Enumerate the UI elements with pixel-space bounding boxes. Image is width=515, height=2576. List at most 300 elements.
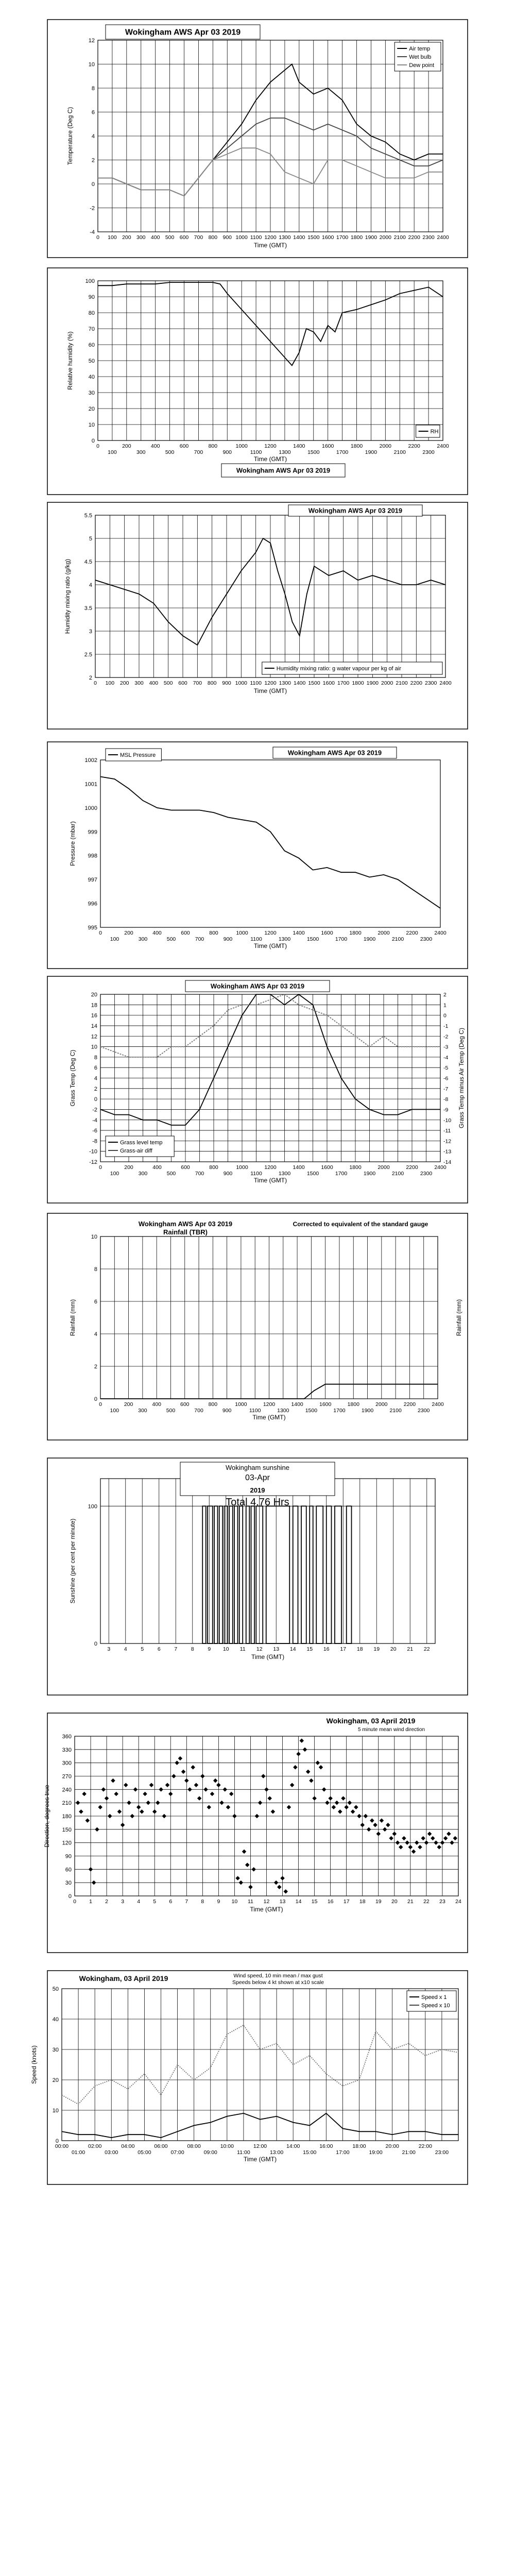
x-tick-label: 1800 [350,234,363,241]
y-tick-label: 8 [94,1054,97,1061]
y2-tick-label: -3 [443,1044,449,1050]
x-axis-label: Time (GMT) [253,687,287,694]
wind-speed-chart [30,1971,468,2184]
y-tick-label: -10 [89,1148,97,1155]
x-tick-label: 1400 [293,930,305,936]
y-tick-label: 30 [65,1880,72,1887]
y-tick-label: 10 [88,422,95,428]
x-tick-label: 18:00 [352,2143,366,2149]
x-tick-label: 09:00 [203,2149,217,2156]
x-tick-label: 1100 [249,1408,261,1414]
x-tick-label: 00:00 [55,2143,69,2149]
y-tick-label: 50 [88,358,95,364]
x-tick-label: 600 [179,234,189,241]
legend-entry: Dew point [409,62,435,69]
x-tick-label: 100 [110,1408,119,1414]
y-tick-label: 360 [62,1734,72,1740]
x-tick-label: 1500 [305,1408,318,1414]
x-tick-label: 400 [152,930,162,936]
x-tick-label: 12:00 [253,2143,267,2149]
x-tick-label: 1700 [337,680,350,686]
x-tick-label: 2000 [381,680,393,686]
x-tick-label: 17 [343,1899,350,1905]
y-tick-label: 0 [91,438,95,444]
y2-tick-label: 1 [443,1002,447,1009]
x-tick-label: 300 [138,1171,148,1177]
y-tick-label: 60 [88,342,95,348]
y-tick-label: 70 [88,326,95,332]
x-tick-label: 100 [108,449,117,455]
x-tick-label: 1700 [335,936,348,942]
x-tick-label: 1900 [363,936,376,942]
y-axis-label: Rainfall (mm) [69,1299,76,1336]
x-tick-label: 14 [295,1899,302,1905]
y-tick-label: 80 [88,310,95,316]
x-tick-label: 12 [256,1646,263,1652]
x-tick-label: 1900 [366,680,379,686]
x-tick-label: 900 [222,1408,232,1414]
x-tick-label: 1800 [349,1164,362,1171]
y2-tick-label: -12 [443,1138,452,1145]
x-tick-label: 1800 [352,680,364,686]
x-tick-label: 2400 [437,234,449,241]
y-tick-label: 4 [94,1075,97,1082]
x-tick-label: 400 [150,234,160,241]
x-tick-label: 14:00 [286,2143,300,2149]
x-tick-label: 600 [178,680,187,686]
x-tick-label: 1100 [250,680,262,686]
x-tick-label: 1600 [319,1401,332,1408]
x-tick-label: 0 [73,1899,76,1905]
y2-tick-label: -1 [443,1023,449,1029]
x-tick-label: 500 [166,1171,176,1177]
y-tick-label: -6 [92,1128,97,1134]
y-tick-label: 30 [88,390,95,396]
x-tick-label: 13 [279,1899,286,1905]
x-tick-label: 22:00 [418,2143,432,2149]
x-tick-label: 900 [222,234,232,241]
x-tick-label: 6 [169,1899,173,1905]
x-tick-label: 2400 [434,1164,447,1171]
chart-title: Wokingham AWS Apr 03 2019 [287,749,382,757]
x-tick-label: 2400 [432,1401,444,1408]
x-axis-label: Time (GMT) [250,1906,283,1913]
x-tick-label: 2100 [389,1408,402,1414]
x-tick-label: 500 [166,1408,176,1414]
x-tick-label: 1900 [363,1171,376,1177]
y-tick-label: -2 [92,1107,97,1113]
y2-tick-label: 2 [443,992,447,998]
y-tick-label: -8 [92,1138,97,1145]
x-tick-label: 1900 [365,449,377,455]
x-tick-label: 1000 [236,930,248,936]
y-tick-label: 4 [94,1331,97,1337]
y-tick-label: 4 [89,582,92,588]
y-axis-label: Relative humidity (%) [66,331,74,390]
x-tick-label: 300 [134,680,144,686]
x-tick-label: 18 [356,1646,363,1652]
x-tick-label: 700 [193,680,202,686]
x-tick-label: 1500 [308,680,320,686]
x-tick-label: 700 [194,1408,203,1414]
y-axis-label: Sunshine (per cent per minute) [69,1518,76,1604]
x-tick-label: 8 [191,1646,194,1652]
x-tick-label: 2200 [406,930,418,936]
x-tick-label: 900 [222,449,232,455]
x-tick-label: 1500 [307,449,320,455]
x-tick-label: 05:00 [138,2149,151,2156]
y2-tick-label: -10 [443,1117,452,1124]
x-tick-label: 16:00 [319,2143,333,2149]
y-tick-label: 8 [91,86,95,92]
x-tick-label: 5 [141,1646,144,1652]
y-tick-label: 1000 [84,805,97,811]
chart-subtitle: Rainfall (TBR) [163,1228,208,1236]
x-tick-label: 17 [340,1646,347,1652]
x-tick-label: 1100 [250,234,262,241]
x-tick-label: 2300 [420,936,433,942]
x-tick-label: 200 [124,930,133,936]
y-tick-label: 12 [88,38,95,44]
y-tick-label: 120 [62,1840,72,1846]
y-tick-label: 8 [94,1266,97,1273]
x-tick-label: 300 [136,449,146,455]
y2-tick-label: -11 [443,1128,451,1134]
y2-tick-label: -8 [443,1096,449,1103]
x-tick-label: 07:00 [170,2149,184,2156]
temperature-chart [47,20,468,258]
y-tick-label: 0 [94,1096,97,1103]
x-tick-label: 2100 [393,234,406,241]
x-tick-label: 1400 [293,443,305,449]
legend-entry: Wet bulb [409,54,432,60]
x-tick-label: 11 [239,1646,246,1652]
x-tick-label: 800 [207,680,217,686]
chart-title: Wokingham AWS Apr 03 2019 [138,1220,233,1228]
pressure-chart [47,742,468,969]
x-tick-label: 22 [423,1899,430,1905]
y-tick-label: 330 [62,1747,72,1753]
x-tick-label: 10 [222,1646,229,1652]
x-tick-label: 2000 [377,1164,390,1171]
x-tick-label: 700 [194,234,203,241]
x-tick-label: 2 [105,1899,109,1905]
x-tick-label: 20:00 [385,2143,399,2149]
legend-entry: Speed x 10 [421,2003,450,2009]
x-tick-label: 1000 [235,1401,247,1408]
pressure-chart-plot-area [100,760,440,927]
x-tick-label: 2400 [439,680,452,686]
x-tick-label: 4 [124,1646,127,1652]
y-tick-label: 6 [94,1299,97,1305]
x-tick-label: 200 [122,443,131,449]
x-tick-label: 400 [149,680,159,686]
x-tick-label: 900 [223,936,233,942]
x-tick-label: 1600 [321,930,333,936]
y-tick-label: 999 [88,829,97,836]
y-tick-label: 995 [88,925,97,931]
x-tick-label: 1700 [336,449,349,455]
x-tick-label: 9 [208,1646,211,1652]
x-tick-label: 2200 [408,234,420,241]
y2-tick-label: -5 [443,1065,449,1072]
x-tick-label: 2100 [391,1171,404,1177]
y-tick-label: 300 [62,1760,72,1767]
x-axis-label: Time (GMT) [243,2156,277,2163]
y-tick-label: 40 [88,374,95,380]
x-tick-label: 23 [439,1899,445,1905]
chart-total: Total 4.76 Hrs [226,1497,289,1508]
x-tick-label: 20 [390,1646,397,1652]
x-tick-label: 23:00 [435,2149,449,2156]
chart-title: Wokingham AWS Apr 03 2019 [210,982,305,990]
x-tick-label: 21:00 [402,2149,416,2156]
x-tick-label: 11 [248,1899,253,1905]
x-tick-label: 17:00 [336,2149,350,2156]
x-tick-label: 12 [263,1899,270,1905]
x-tick-label: 1700 [333,1408,346,1414]
x-tick-label: 800 [208,1401,218,1408]
x-tick-label: 14 [289,1646,296,1652]
x-tick-label: 100 [105,680,115,686]
x-axis-label: Time (GMT) [253,942,287,950]
x-tick-label: 1900 [361,1408,374,1414]
y2-tick-label: -2 [443,1033,449,1040]
y-tick-label: -2 [90,205,95,212]
x-tick-label: 1000 [235,234,248,241]
chart-subtitle: 5 minute mean wind direction [357,1727,425,1733]
y-tick-label: 2 [91,157,95,164]
x-tick-label: 300 [136,234,146,241]
x-tick-label: 2300 [418,1408,430,1414]
legend-entry: Grass-air diff [120,1148,152,1154]
x-tick-label: 1400 [291,1401,303,1408]
y-tick-label: 5 [89,536,92,542]
x-axis-label: Time (GMT) [253,1177,287,1184]
y-tick-label: 240 [62,1787,72,1793]
x-tick-label: 19 [373,1646,380,1652]
y2-tick-label: -7 [443,1086,449,1092]
x-tick-label: 18 [359,1899,366,1905]
chart-year: 2019 [250,1486,265,1494]
x-tick-label: 2200 [410,680,423,686]
y-tick-label: 180 [62,1814,72,1820]
y2-axis-label: Grass Temp minus Air Temp (Deg C) [458,1028,465,1128]
y-tick-label: 3 [89,629,92,635]
x-tick-label: 200 [124,1401,133,1408]
y-tick-label: -4 [92,1117,97,1124]
y-tick-label: -12 [89,1159,97,1165]
x-tick-label: 1700 [336,234,349,241]
x-tick-label: 15:00 [303,2149,317,2156]
x-tick-label: 2300 [422,449,435,455]
chart-date: 03-Apr [245,1473,270,1482]
x-tick-label: 1400 [293,1164,305,1171]
y-tick-label: 210 [62,1800,72,1807]
sunshine-chart [47,1458,468,1695]
x-tick-label: 8 [201,1899,204,1905]
chart-title: Wokingham, 03 April 2019 [79,1974,168,1982]
y2-tick-label: 0 [443,1012,447,1019]
y-axis-label: Direction, degrees true [43,1785,50,1848]
y-tick-label: 998 [88,853,97,859]
x-tick-label: 1500 [306,936,319,942]
y-tick-label: 20 [52,2077,59,2083]
x-tick-label: 20 [391,1899,398,1905]
x-tick-label: 200 [124,1164,133,1171]
x-tick-label: 10:00 [220,2143,234,2149]
x-tick-label: 2300 [424,680,437,686]
x-tick-label: 15 [311,1899,318,1905]
x-tick-label: 500 [166,936,176,942]
x-tick-label: 0 [99,930,102,936]
x-tick-label: 0 [96,443,99,449]
x-tick-label: 300 [138,936,148,942]
x-tick-label: 200 [119,680,129,686]
x-tick-label: 2400 [434,930,447,936]
x-tick-label: 1600 [322,680,335,686]
x-tick-label: 15 [306,1646,313,1652]
x-tick-label: 500 [163,680,173,686]
y2-tick-label: -9 [443,1107,449,1113]
x-tick-label: 21 [407,1899,414,1905]
x-tick-label: 22 [423,1646,430,1652]
y-tick-label: 20 [88,406,95,412]
x-tick-label: 1000 [235,443,248,449]
x-tick-label: 7 [185,1899,188,1905]
x-tick-label: 1300 [279,234,291,241]
y-tick-label: 60 [65,1867,72,1873]
y-tick-label: 50 [52,1986,59,1992]
y-tick-label: 90 [88,294,95,300]
y-tick-label: 2.5 [84,652,92,658]
y2-tick-label: -14 [443,1159,452,1165]
chart-subtitle: Wind speed, 10 min mean / max gust [233,1973,323,1979]
x-axis-label: Time (GMT) [253,242,287,249]
y-tick-label: 0 [55,2138,59,2144]
y-tick-label: 1001 [84,781,97,788]
y-tick-label: 18 [91,1002,97,1009]
x-tick-label: 03:00 [105,2149,118,2156]
x-tick-label: 1200 [264,443,277,449]
x-tick-label: 2100 [396,680,408,686]
x-tick-label: 10 [231,1899,238,1905]
x-tick-label: 2000 [379,443,392,449]
x-tick-label: 600 [181,930,190,936]
x-tick-label: 1300 [278,936,291,942]
y-tick-label: 16 [91,1012,97,1019]
y-tick-label: 100 [85,278,95,284]
x-tick-label: 2400 [437,443,449,449]
y-tick-label: 4 [91,133,95,140]
x-tick-label: 7 [174,1646,178,1652]
x-tick-label: 1200 [264,234,277,241]
y-tick-label: 12 [91,1033,97,1040]
y-tick-label: 2 [94,1086,97,1092]
y-tick-label: 1002 [84,757,97,764]
mixing-ratio-chart [47,502,468,729]
x-tick-label: 06:00 [154,2143,168,2149]
legend-entry: MSL Pressure [120,752,156,758]
y-tick-label: 10 [88,61,95,68]
y-tick-label: 996 [88,901,97,907]
wind-direction-chart [43,1713,468,1953]
y-tick-label: 0 [94,1641,97,1647]
x-tick-label: 1400 [293,680,306,686]
x-tick-label: 24 [455,1899,461,1905]
y2-tick-label: -6 [443,1075,449,1082]
y-tick-label: 6 [91,109,95,116]
y-tick-label: 0 [94,1396,97,1402]
y-tick-label: 10 [91,1234,97,1240]
x-tick-label: 400 [152,1401,161,1408]
x-tick-label: 13:00 [269,2149,284,2156]
x-tick-label: 1000 [236,1164,248,1171]
x-tick-label: 1600 [321,1164,333,1171]
x-tick-label: 0 [94,680,97,686]
x-tick-label: 2200 [406,1164,418,1171]
y-tick-label: 150 [62,1826,72,1833]
x-tick-label: 0 [96,234,99,241]
x-tick-label: 900 [222,680,231,686]
x-tick-label: 500 [165,234,175,241]
x-tick-label: 2100 [391,936,404,942]
y-tick-label: 30 [52,2047,59,2053]
x-tick-label: 04:00 [121,2143,135,2149]
y-axis-label: Grass Temp (Deg C) [69,1049,76,1107]
x-tick-label: 1200 [263,1401,276,1408]
x-tick-label: 0 [99,1401,102,1408]
x-tick-label: 01:00 [71,2149,85,2156]
x-tick-label: 400 [150,443,160,449]
x-tick-label: 800 [209,1164,218,1171]
x-tick-label: 2200 [403,1401,416,1408]
x-axis-label: Time (GMT) [252,1414,286,1421]
x-tick-label: 800 [209,930,218,936]
x-tick-label: 800 [208,443,218,449]
y-axis-label: Pressure (mbar) [69,821,76,866]
x-tick-label: 02:00 [88,2143,102,2149]
x-tick-label: 21 [407,1646,414,1652]
x-tick-label: 600 [179,443,189,449]
x-tick-label: 0 [99,1164,102,1171]
legend-entry: Speed x 1 [421,1994,447,2001]
x-tick-label: 1000 [235,680,248,686]
x-tick-label: 1500 [306,1171,319,1177]
x-tick-label: 600 [181,1164,190,1171]
x-tick-label: 1200 [264,680,277,686]
chart-title: Wokingham sunshine [225,1464,290,1471]
x-tick-label: 2100 [393,449,406,455]
x-tick-label: 08:00 [187,2143,201,2149]
x-tick-label: 1600 [321,234,334,241]
x-tick-label: 1200 [264,1164,277,1171]
y-tick-label: 0 [68,1893,72,1900]
y-tick-label: 90 [65,1853,72,1860]
x-tick-label: 400 [152,1164,162,1171]
y-tick-label: 3.5 [84,605,92,612]
x-tick-label: 1500 [307,234,320,241]
legend-entry: Humidity mixing ratio: g water vapour per kg of air [276,666,401,672]
x-tick-label: 600 [180,1401,190,1408]
chart-note: Corrected to equivalent of the standard gauge [293,1221,428,1228]
x-tick-label: 11:00 [237,2149,250,2156]
x-tick-label: 100 [108,234,117,241]
x-tick-label: 2000 [377,930,390,936]
x-tick-label: 1800 [350,443,363,449]
legend-entry: Air temp [409,46,431,52]
chart-title: Wokingham AWS Apr 03 2019 [125,28,241,37]
